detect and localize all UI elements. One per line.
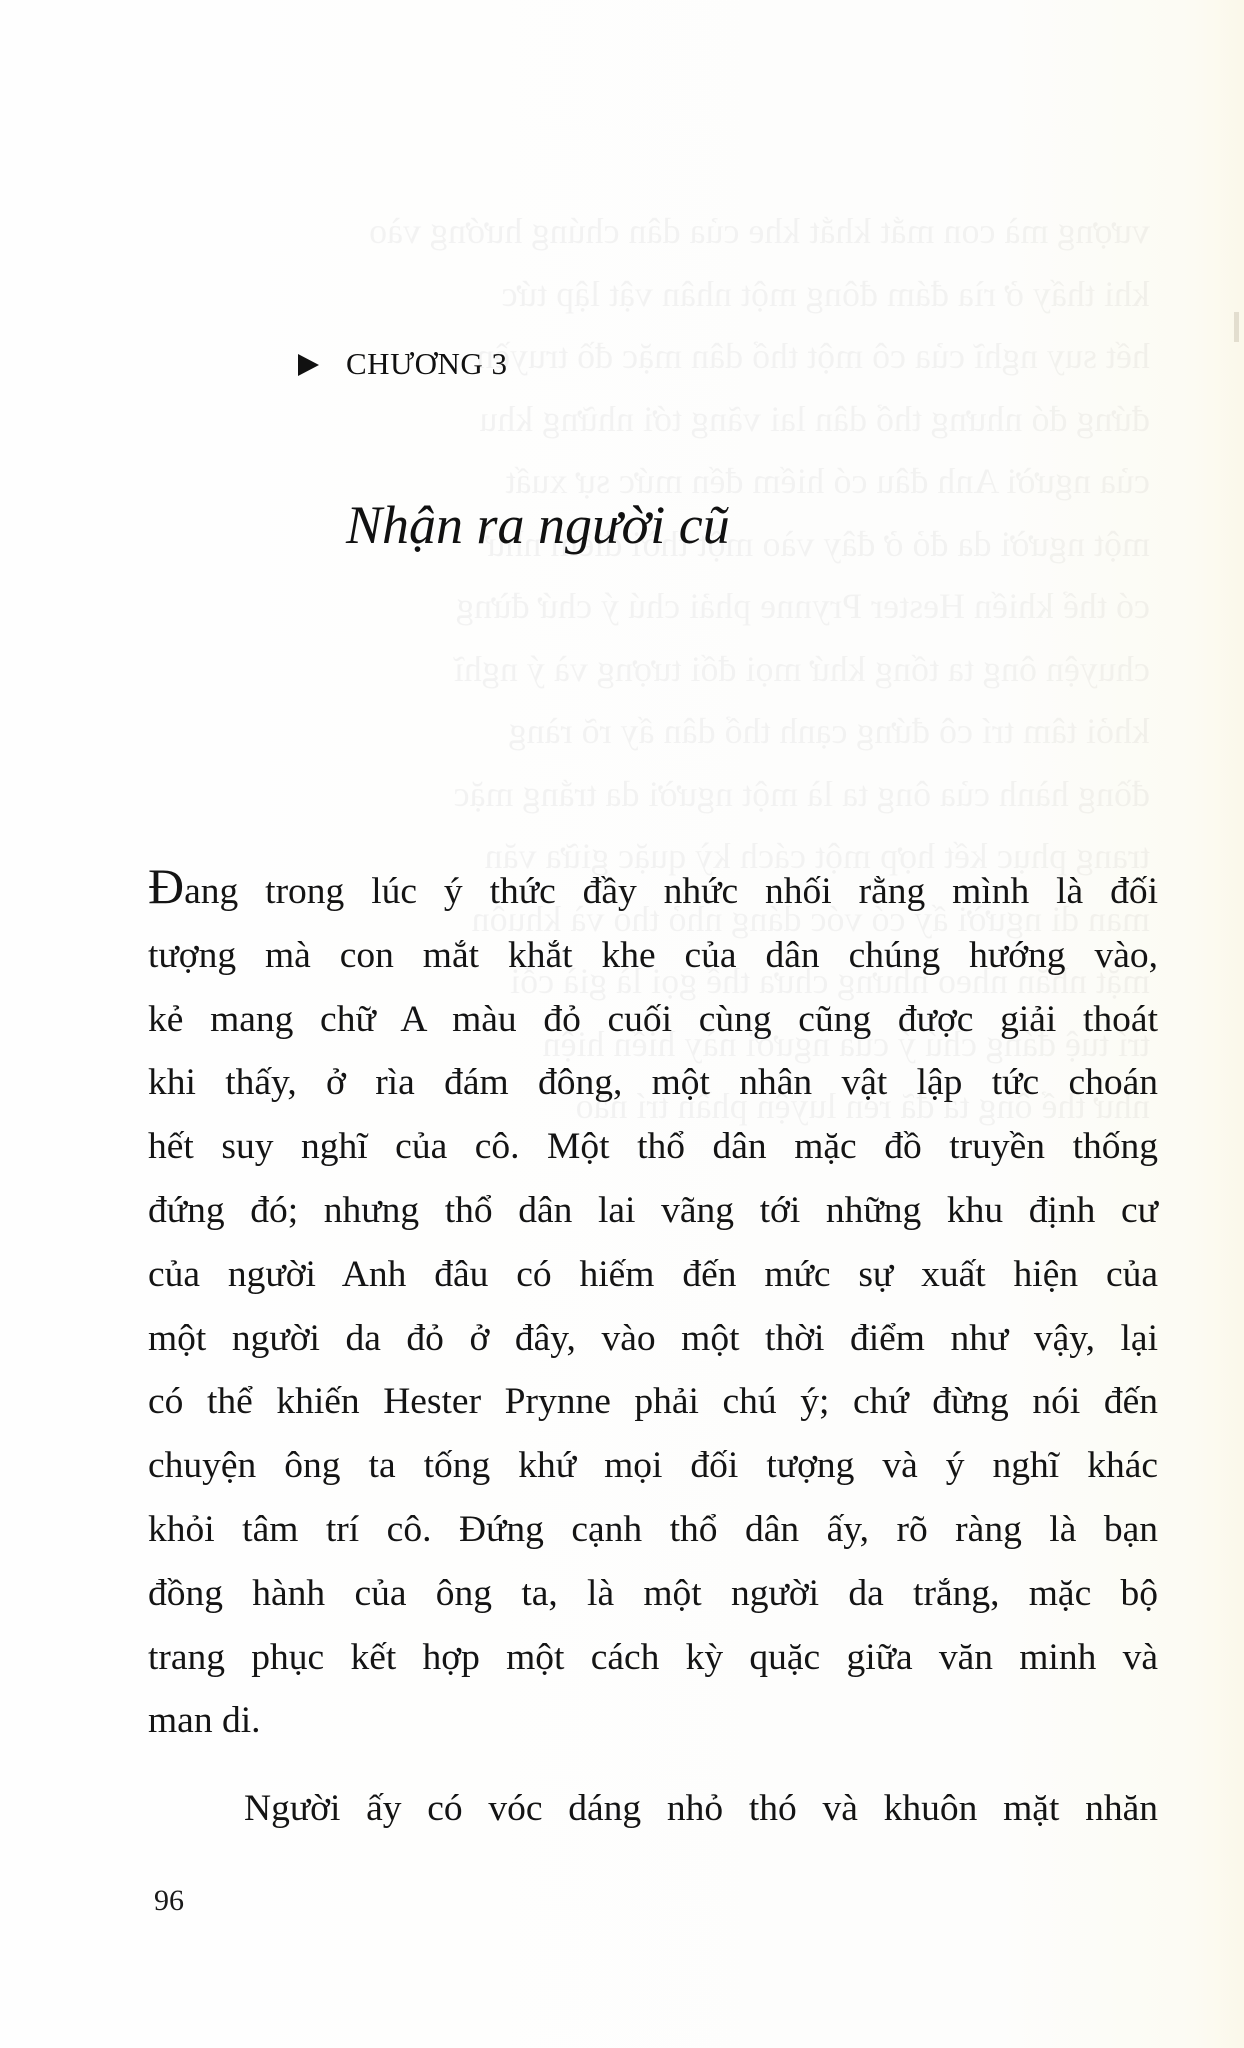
text-line: kẻ mang chữ A màu đỏ cuối cùng cũng được giải thoát	[148, 998, 1158, 1040]
text-line: của người Anh đâu có hiếm đến mức sự xuất hiện của	[148, 1253, 1158, 1295]
text-line: một người da đỏ ở đây, vào một thời điểm như vậy, lại	[148, 1317, 1158, 1359]
text-line: trang phục kết hợp một cách kỳ quặc giữa văn minh và	[148, 1636, 1158, 1678]
chapter-title: Nhận ra người cũ	[346, 495, 730, 555]
text-line: khỏi tâm trí cô. Đứng cạnh thổ dân ấy, rõ ràng là bạn	[148, 1508, 1158, 1550]
text-line: đồng hành của ông ta, là một người da trắng, mặc bộ	[148, 1572, 1158, 1614]
paragraph-1	[148, 860, 1158, 1753]
drop-cap: Đ	[148, 858, 185, 914]
text-line: tượng mà con mắt khắt khe của dân chúng hướng vào,	[148, 934, 1158, 976]
text-line: đứng đó; nhưng thổ dân lai vãng tới những khu định cư	[148, 1189, 1158, 1231]
right-triangle-icon	[298, 354, 319, 376]
text-line: man di.	[148, 1700, 261, 1742]
text-line: chuyện ông ta tống khứ mọi đối tượng và ý nghĩ khác	[148, 1445, 1158, 1487]
chapter-label	[298, 346, 508, 382]
page-edge-mark	[1234, 312, 1239, 342]
paragraph-2: Người ấy có vóc dáng nhỏ thó và khuôn mặt nhăn	[244, 1788, 1158, 1829]
text-line: hết suy nghĩ của cô. Một thổ dân mặc đồ truyền thống	[148, 1126, 1158, 1168]
page-number: 96	[154, 1884, 184, 1917]
text-line: Đang trong lúc ý thức đầy nhức nhối rằng mình là đối	[148, 858, 1158, 914]
chapter-number: CHƯƠNG 3	[346, 346, 508, 381]
text-line: có thể khiến Hester Prynne phải chú ý; chứ đừng nói đến	[148, 1381, 1158, 1423]
text-line: khi thấy, ở rìa đám đông, một nhân vật lập tức choán	[148, 1062, 1158, 1104]
